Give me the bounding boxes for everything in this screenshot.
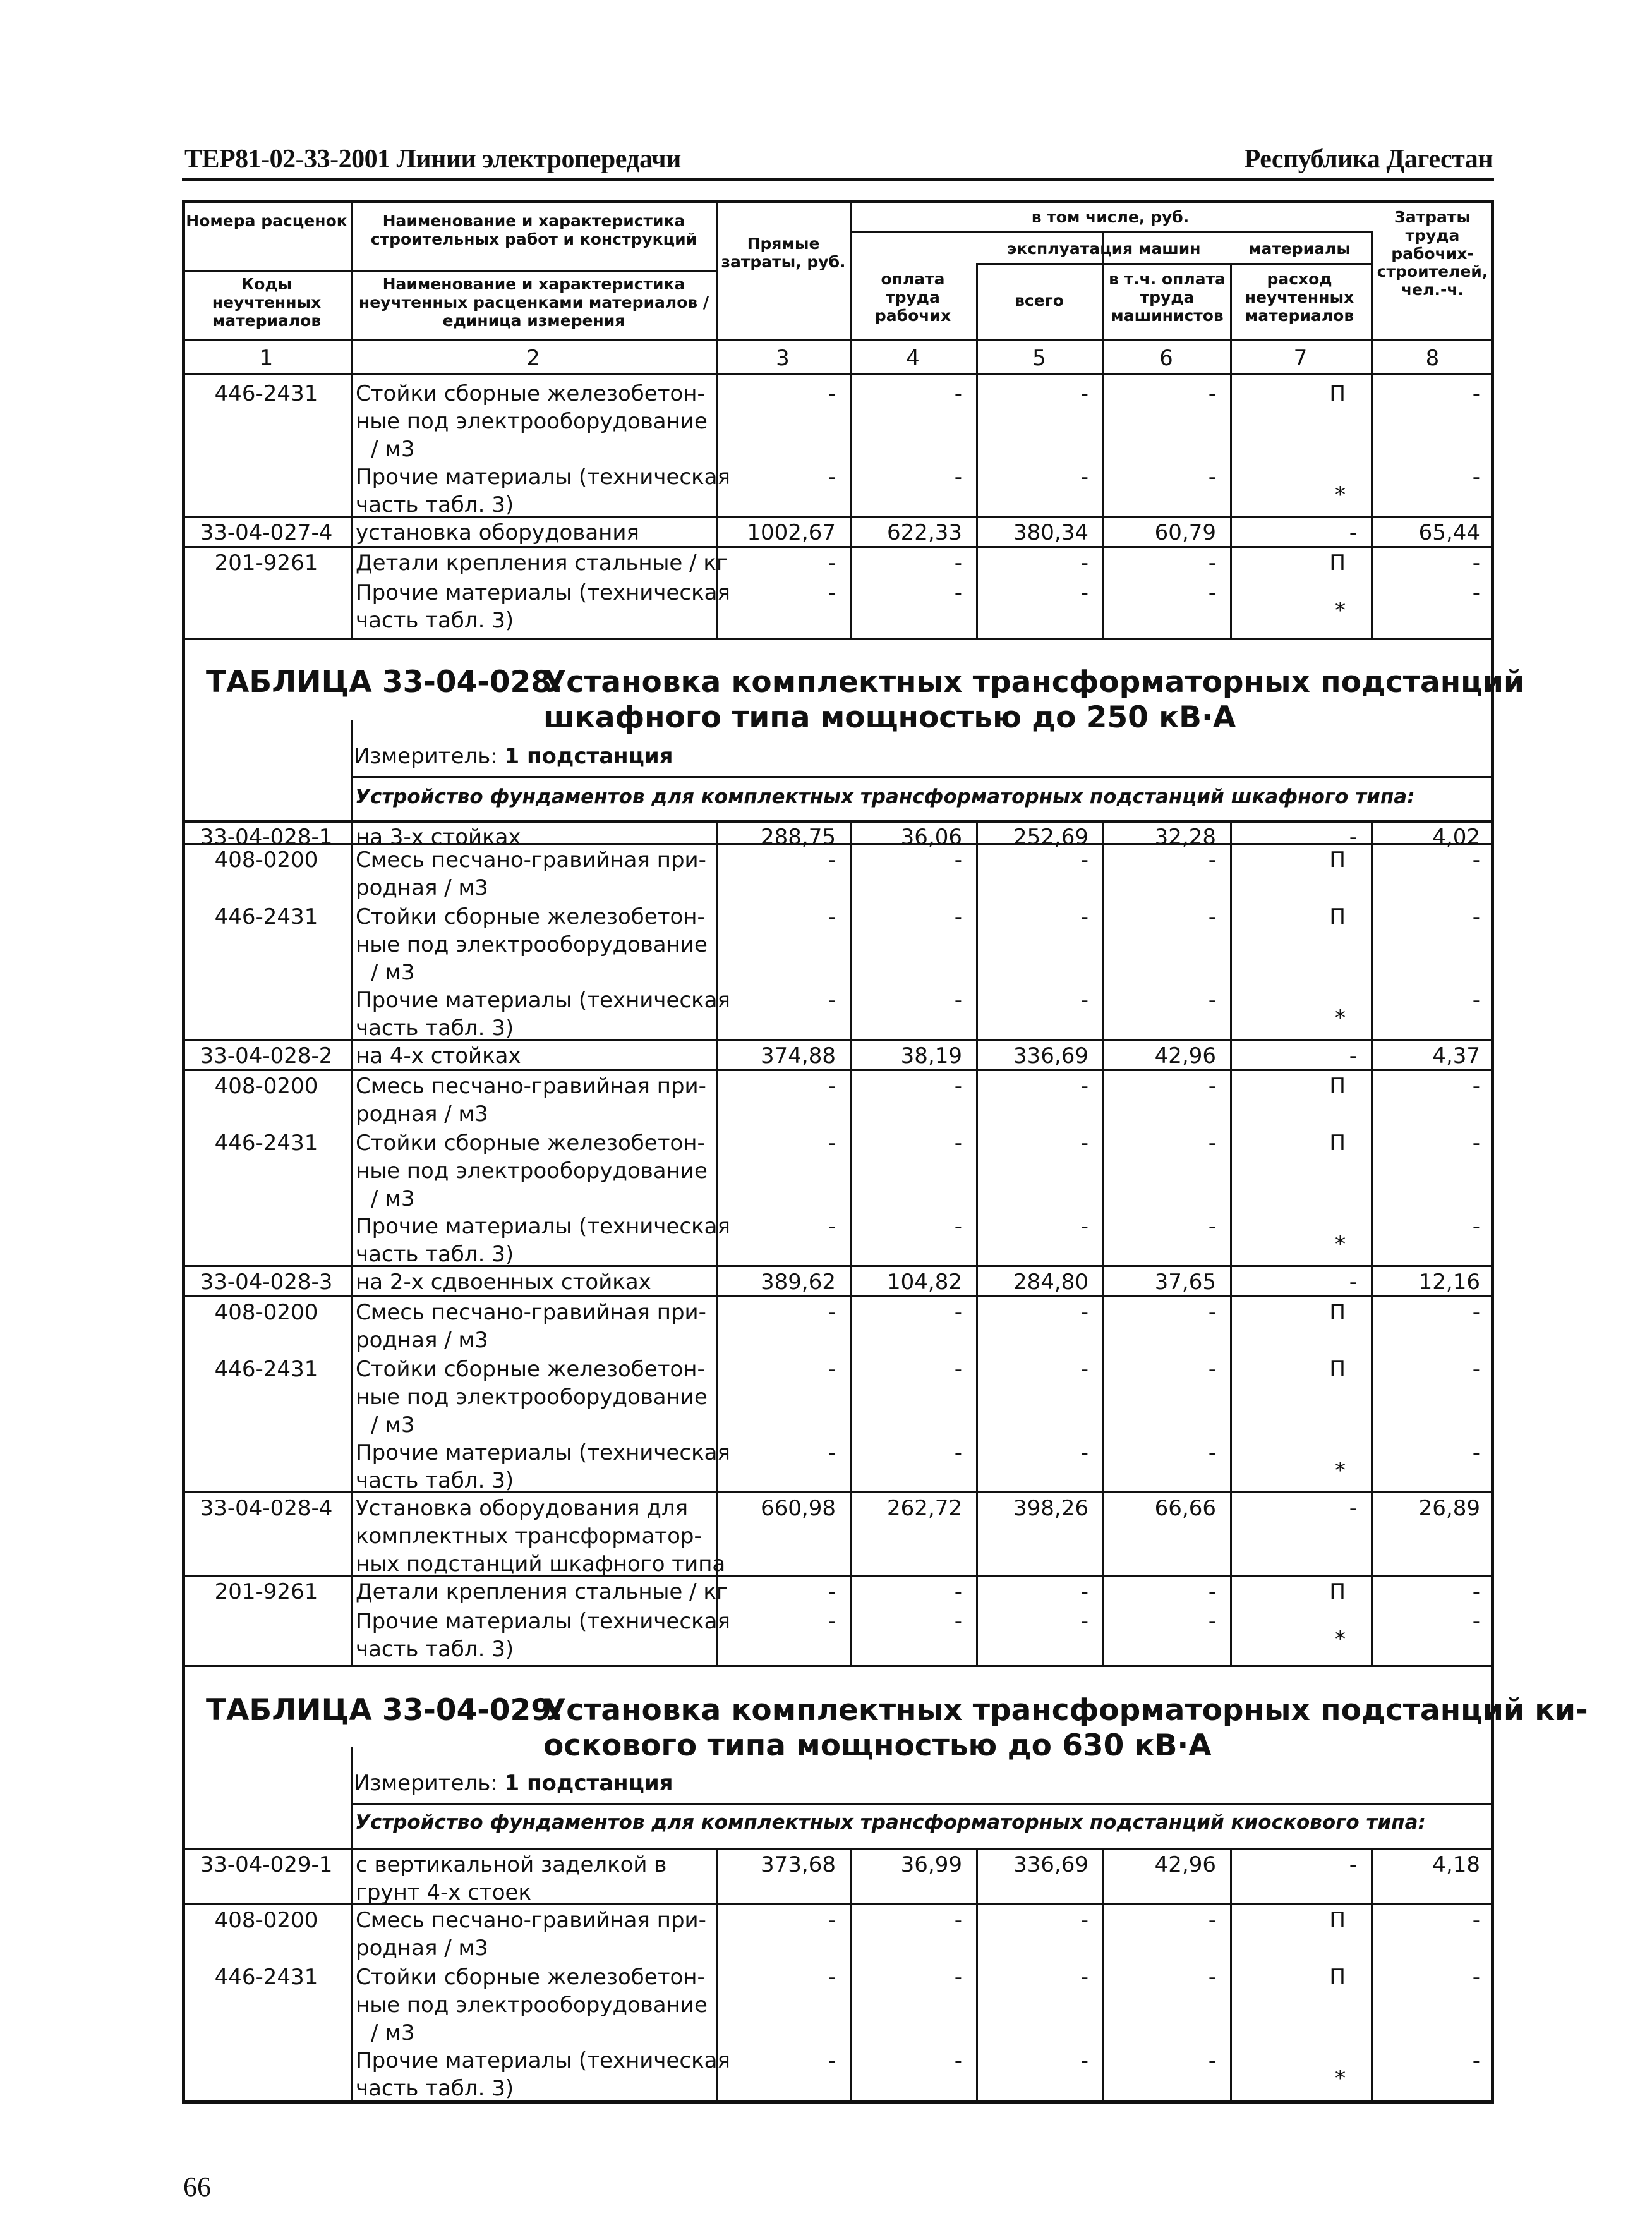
row-value: - — [1080, 1579, 1088, 1604]
row-code: 408-0200 — [214, 847, 318, 873]
row-value: - — [1472, 1300, 1480, 1325]
row-name-line: ных подстанций шкафного типа — [356, 1551, 726, 1577]
row-value: - — [1472, 904, 1480, 930]
row-value: - — [1208, 1074, 1216, 1099]
row-value: 26,89 — [1418, 1496, 1480, 1521]
numbers-rule — [182, 373, 1494, 375]
row-value: - — [1080, 1965, 1088, 1990]
page-number: 66 — [183, 2171, 211, 2202]
row-name-line: Прочие материалы (техническая — [356, 2048, 730, 2073]
row-code: 33-04-028-2 — [200, 1043, 333, 1069]
col-header-mat: материалы — [1248, 239, 1351, 258]
meter-label: Измеритель: — [354, 744, 498, 769]
row-value: - — [1080, 988, 1088, 1013]
row-value: П — [1329, 1130, 1346, 1156]
row-name-line: с вертикальной заделкой в — [356, 1852, 667, 1877]
col-header-4: оплата труда рабочих — [874, 270, 951, 325]
row-name-line: Смесь песчано-гравийная при- — [356, 1074, 706, 1099]
row-value: - — [1472, 2048, 1480, 2073]
row-value: - — [954, 2048, 962, 2073]
row-value: - — [828, 1300, 836, 1325]
row-value: - — [1080, 1609, 1088, 1634]
row-value: - — [1208, 1908, 1216, 1933]
row-value: - — [1080, 464, 1088, 490]
row-value: П — [1329, 550, 1346, 576]
running-header-left: ТЕР81-02-33-2001 Линии электропередачи — [184, 145, 681, 174]
row-value: - — [1472, 1357, 1480, 1382]
column-rule — [351, 821, 353, 1665]
row-value: - — [1208, 904, 1216, 930]
row-name-line: Прочие материалы (техническая — [356, 1609, 730, 1634]
row-value: * — [1335, 1005, 1346, 1031]
row-name-line: ные под электрооборудование — [356, 932, 708, 957]
row-name-line: на 2-х сдвоенных стойках — [356, 1270, 651, 1295]
row-value: * — [1335, 1627, 1346, 1652]
row-value: - — [1472, 1908, 1480, 1933]
row-value: 622,33 — [887, 520, 962, 545]
row-value: 65,44 — [1418, 520, 1480, 545]
row-name-line: Прочие материалы (техническая — [356, 580, 730, 605]
column-rule — [1371, 821, 1373, 1665]
row-value: - — [1080, 904, 1088, 930]
column-number: 2 — [526, 346, 540, 371]
col-header-1a: Номера расценок — [186, 212, 347, 230]
row-value: - — [1080, 550, 1088, 576]
row-value: * — [1335, 598, 1346, 623]
row-name-line: Детали крепления стальные / кг — [356, 550, 728, 576]
row-name-line: Прочие материалы (техническая — [356, 1440, 730, 1465]
row-name-line: часть табл. 3) — [356, 1468, 514, 1493]
row-value: 60,79 — [1154, 520, 1216, 545]
row-rule — [182, 1069, 1494, 1071]
column-rule — [976, 821, 978, 1665]
row-value: - — [1208, 464, 1216, 490]
table-29-section-title: Устройство фундаментов для комплектных трансформаторных подстанций киоскового типа: — [355, 1811, 1426, 1834]
row-value: - — [828, 2048, 836, 2073]
row-name-line: ные под электрооборудование — [356, 1992, 708, 2018]
row-value: - — [828, 1357, 836, 1382]
meter-rule — [351, 776, 1494, 778]
row-value: 336,69 — [1013, 1852, 1088, 1877]
row-value: - — [1472, 550, 1480, 576]
column-rule — [351, 720, 353, 821]
row-name-line: часть табл. 3) — [356, 608, 514, 633]
row-value: - — [954, 1579, 962, 1604]
table-28-title-line2: шкафного типа мощностью до 250 кВ·А — [543, 700, 1236, 735]
row-value: - — [828, 988, 836, 1013]
row-rule — [182, 1903, 1494, 1905]
row-rule — [182, 1295, 1494, 1297]
col-header-6: в т.ч. оплата труда машинистов — [1109, 270, 1226, 325]
row-value: 104,82 — [887, 1270, 962, 1295]
row-value: - — [954, 1214, 962, 1239]
column-number: 4 — [906, 346, 920, 371]
row-value: - — [954, 1300, 962, 1325]
row-value: * — [1335, 482, 1346, 507]
row-name-line: часть табл. 3) — [356, 1242, 514, 1267]
row-value: 12,16 — [1418, 1270, 1480, 1295]
row-value: - — [1208, 1300, 1216, 1325]
row-value: - — [1472, 1579, 1480, 1604]
row-value: П — [1329, 1908, 1346, 1933]
row-value: 389,62 — [761, 1270, 836, 1295]
table-29-meter — [354, 1773, 673, 1794]
row-name-line: установка оборудования — [356, 520, 639, 545]
row-value: - — [1208, 1609, 1216, 1634]
row-value: 252,69 — [1013, 825, 1088, 850]
row-rule — [182, 1039, 1494, 1041]
row-value: 4,18 — [1432, 1852, 1480, 1877]
table-28-label: ТАБЛИЦА 33-04-028. — [206, 665, 563, 700]
row-value: - — [954, 1074, 962, 1099]
row-name-line: Установка оборудования для — [356, 1496, 689, 1521]
row-name-line: / м3 — [371, 2020, 415, 2045]
row-name-line: / м3 — [371, 1412, 415, 1438]
row-code: 408-0200 — [214, 1908, 318, 1933]
row-rule — [182, 820, 1494, 822]
column-number: 6 — [1159, 346, 1173, 371]
column-rule — [351, 1848, 353, 2104]
row-value: * — [1335, 2066, 1346, 2091]
row-name-line: часть табл. 3) — [356, 492, 514, 518]
row-value: - — [954, 580, 962, 605]
row-value: - — [1349, 1270, 1357, 1295]
column-number: 7 — [1293, 346, 1308, 371]
row-name-line: на 4-х стойках — [356, 1043, 521, 1069]
row-value: П — [1329, 1579, 1346, 1604]
row-value: - — [954, 1130, 962, 1156]
row-value: 66,66 — [1154, 1496, 1216, 1521]
row-name-line: / м3 — [371, 1186, 415, 1211]
row-value: 262,72 — [887, 1496, 962, 1521]
header-bottom-rule — [182, 339, 1494, 341]
column-rule — [351, 1747, 353, 1848]
row-value: - — [1349, 1852, 1357, 1877]
meter-value: 1 подстанция — [504, 1771, 673, 1796]
row-code: 33-04-027-4 — [200, 520, 333, 545]
meter-rule — [351, 1803, 1494, 1805]
column-rule — [1102, 231, 1104, 638]
row-value: - — [1080, 1440, 1088, 1465]
meter-value: 1 подстанция — [504, 744, 673, 769]
row-value: - — [828, 381, 836, 406]
row-value: - — [828, 904, 836, 930]
row-value: - — [954, 1965, 962, 1990]
row-value: П — [1329, 1074, 1346, 1099]
row-name-line: Стойки сборные железобетон- — [356, 904, 705, 930]
row-rule — [182, 546, 1494, 548]
row-value: - — [1208, 847, 1216, 873]
row-code: 201-9261 — [214, 1579, 318, 1604]
row-code: 408-0200 — [214, 1074, 318, 1099]
row-value: 4,02 — [1432, 825, 1480, 850]
row-value: 380,34 — [1013, 520, 1088, 545]
row-code: 446-2431 — [214, 1357, 318, 1382]
row-name-line: родная / м3 — [356, 1101, 488, 1127]
running-header-right: Республика Дагестан — [1244, 145, 1493, 174]
row-rule — [182, 1491, 1494, 1493]
row-code: 33-04-028-1 — [200, 825, 333, 850]
row-name-line: родная / м3 — [356, 1328, 488, 1353]
column-rule — [1371, 231, 1373, 638]
row-name-line: ные под электрооборудование — [356, 1385, 708, 1410]
row-value: - — [828, 847, 836, 873]
column-number: 3 — [776, 346, 790, 371]
row-value: - — [1208, 1579, 1216, 1604]
row-value: 374,88 — [761, 1043, 836, 1069]
col-header-incl: в том числе, руб. — [1031, 208, 1190, 226]
row-value: 36,06 — [900, 825, 962, 850]
row-value: - — [828, 550, 836, 576]
row-name-line: родная / м3 — [356, 1936, 488, 1961]
row-value: - — [1472, 988, 1480, 1013]
row-value: 4,37 — [1432, 1043, 1480, 1069]
row-value: - — [1080, 1908, 1088, 1933]
row-name-line: комплектных трансформатор- — [356, 1524, 702, 1549]
row-value: 37,65 — [1154, 1270, 1216, 1295]
row-value: - — [1349, 825, 1357, 850]
row-value: 288,75 — [761, 825, 836, 850]
row-code: 408-0200 — [214, 1300, 318, 1325]
row-value: - — [1472, 381, 1480, 406]
row-value: - — [1472, 1440, 1480, 1465]
row-code: 33-04-029-1 — [200, 1852, 333, 1877]
row-name-line: часть табл. 3) — [356, 1637, 514, 1662]
row-value: П — [1329, 1300, 1346, 1325]
row-value: 660,98 — [761, 1496, 836, 1521]
row-value: - — [1472, 1074, 1480, 1099]
column-number: 8 — [1425, 346, 1440, 371]
row-value: - — [1080, 1300, 1088, 1325]
row-name-line: ные под электрооборудование — [356, 1158, 708, 1184]
row-name-line: Стойки сборные железобетон- — [356, 1357, 705, 1382]
row-value: 398,26 — [1013, 1496, 1088, 1521]
row-value: - — [828, 1074, 836, 1099]
row-value: - — [1208, 1130, 1216, 1156]
row-name-line: Смесь песчано-гравийная при- — [356, 1300, 706, 1325]
row-value: 373,68 — [761, 1852, 836, 1877]
row-value: - — [1208, 1965, 1216, 1990]
col-header-5: всего — [1015, 291, 1064, 310]
row-code: 446-2431 — [214, 1130, 318, 1156]
row-rule — [182, 1265, 1494, 1267]
row-value: - — [1208, 1214, 1216, 1239]
row-rule — [182, 843, 1494, 845]
row-name-line: Смесь песчано-гравийная при- — [356, 847, 706, 873]
col-header-2a: Наименование и характеристика строительных работ и конструкций — [370, 212, 697, 248]
row-value: - — [1080, 1130, 1088, 1156]
col-header-7: расход неучтенных материалов — [1245, 270, 1354, 325]
row-value: - — [954, 550, 962, 576]
col-header-mach: эксплуатация машин — [1007, 239, 1201, 258]
row-value: - — [954, 1609, 962, 1634]
row-name-line: родная / м3 — [356, 875, 488, 900]
row-value: - — [1208, 2048, 1216, 2073]
row-value: - — [1080, 1074, 1088, 1099]
row-value: П — [1329, 847, 1346, 873]
header-rule — [182, 178, 1494, 181]
table-29-label: ТАБЛИЦА 33-04-029. — [206, 1693, 563, 1728]
col-header-1b: Коды неучтенных материалов — [212, 275, 322, 330]
row-value: * — [1335, 1232, 1346, 1257]
row-value: - — [954, 988, 962, 1013]
col-header-2b: Наименование и характеристика неучтенных расценками материалов / единица измерения — [358, 275, 709, 330]
row-value: 1002,67 — [747, 520, 836, 545]
row-value: - — [954, 1357, 962, 1382]
row-value: 42,96 — [1154, 1852, 1216, 1877]
row-code: 201-9261 — [214, 550, 318, 576]
row-code: 446-2431 — [214, 381, 318, 406]
row-value: - — [828, 1440, 836, 1465]
table-29-title-line2: оскового типа мощностью до 630 кВ·А — [543, 1728, 1212, 1763]
row-value: П — [1329, 1357, 1346, 1382]
row-value: - — [1472, 1609, 1480, 1634]
row-value: - — [828, 1130, 836, 1156]
row-value: - — [1080, 580, 1088, 605]
header-mach-rule — [976, 263, 1371, 265]
header-incl-rule — [850, 231, 1371, 233]
table-29-title-line1: Установка комплектных трансформаторных подстанций ки- — [543, 1693, 1588, 1728]
row-value: - — [1349, 1496, 1357, 1521]
row-name-line: грунт 4-х стоек — [356, 1880, 531, 1905]
column-rule — [716, 821, 718, 1665]
table-title-top-rule — [182, 638, 1494, 640]
meter-label: Измеритель: — [354, 1771, 498, 1796]
row-value: - — [1208, 580, 1216, 605]
row-value: - — [954, 1440, 962, 1465]
column-number: 1 — [259, 346, 274, 371]
table-28-meter — [354, 746, 673, 767]
row-value: - — [1349, 520, 1357, 545]
row-name-line: часть табл. 3) — [356, 2076, 514, 2101]
row-value: 32,28 — [1154, 825, 1216, 850]
column-number: 5 — [1032, 346, 1046, 371]
row-value: - — [954, 904, 962, 930]
row-value: - — [1472, 580, 1480, 605]
row-value: - — [1208, 381, 1216, 406]
row-value: - — [954, 464, 962, 490]
row-value: - — [828, 1609, 836, 1634]
row-value: * — [1335, 1458, 1346, 1483]
row-name-line: Прочие материалы (техническая — [356, 464, 730, 490]
column-rule — [1102, 821, 1104, 1665]
row-value: - — [1208, 988, 1216, 1013]
row-value: - — [1208, 1357, 1216, 1382]
row-value: - — [954, 847, 962, 873]
row-value: - — [828, 1908, 836, 1933]
row-value: - — [1208, 1440, 1216, 1465]
row-value: - — [1080, 2048, 1088, 2073]
row-name-line: ные под электрооборудование — [356, 409, 708, 434]
row-value: - — [1080, 847, 1088, 873]
row-value: - — [828, 1214, 836, 1239]
row-name-line: / м3 — [371, 437, 415, 462]
row-value: - — [828, 580, 836, 605]
row-value: - — [1472, 1965, 1480, 1990]
row-value: - — [828, 1965, 836, 1990]
col-header-8: Затраты труда рабочих-строителей, чел.-ч. — [1377, 208, 1488, 299]
row-name-line: Детали крепления стальные / кг — [356, 1579, 728, 1604]
row-value: - — [1472, 464, 1480, 490]
row-rule — [182, 516, 1494, 518]
row-value: - — [1080, 1214, 1088, 1239]
row-code: 446-2431 — [214, 904, 318, 930]
row-value: - — [954, 1908, 962, 1933]
row-value: - — [1472, 1130, 1480, 1156]
row-name-line: / м3 — [371, 960, 415, 985]
row-rule — [182, 1575, 1494, 1577]
table-28-title-line1: Установка комплектных трансформаторных подстанций — [543, 665, 1524, 700]
row-value: П — [1329, 1965, 1346, 1990]
row-name-line: Стойки сборные железобетон- — [356, 1130, 705, 1156]
row-name-line: Прочие материалы (техническая — [356, 1214, 730, 1239]
row-value: П — [1329, 904, 1346, 930]
col-header-3: Прямые затраты, руб. — [721, 234, 846, 271]
row-name-line: Прочие материалы (техническая — [356, 988, 730, 1013]
row-value: - — [954, 381, 962, 406]
row-value: - — [1208, 550, 1216, 576]
row-value: 38,19 — [900, 1043, 962, 1069]
row-value: - — [1472, 847, 1480, 873]
row-code: 33-04-028-3 — [200, 1270, 333, 1295]
row-value: 42,96 — [1154, 1043, 1216, 1069]
row-rule — [182, 1848, 1494, 1850]
row-value: 36,99 — [900, 1852, 962, 1877]
row-name-line: часть табл. 3) — [356, 1015, 514, 1041]
table-title-top-rule — [182, 1665, 1494, 1667]
row-value: 284,80 — [1013, 1270, 1088, 1295]
row-name-line: Смесь песчано-гравийная при- — [356, 1908, 706, 1933]
row-name-line: Стойки сборные железобетон- — [356, 1965, 705, 1990]
row-name-line: Стойки сборные железобетон- — [356, 381, 705, 406]
row-value: П — [1329, 381, 1346, 406]
column-rule — [1230, 263, 1232, 638]
row-code: 33-04-028-4 — [200, 1496, 333, 1521]
row-value: - — [1349, 1043, 1357, 1069]
table-28-section-title: Устройство фундаментов для комплектных трансформаторных подстанций шкафного типа: — [355, 785, 1415, 808]
header-split-rule — [182, 270, 716, 272]
column-rule — [351, 200, 353, 638]
row-value: - — [828, 1579, 836, 1604]
row-code: 446-2431 — [214, 1965, 318, 1990]
row-value: - — [828, 464, 836, 490]
row-value: 336,69 — [1013, 1043, 1088, 1069]
row-name-line: на 3-х стойках — [356, 825, 521, 850]
row-value: - — [1080, 1357, 1088, 1382]
row-value: - — [1080, 381, 1088, 406]
row-value: - — [1472, 1214, 1480, 1239]
column-rule — [850, 821, 852, 1665]
